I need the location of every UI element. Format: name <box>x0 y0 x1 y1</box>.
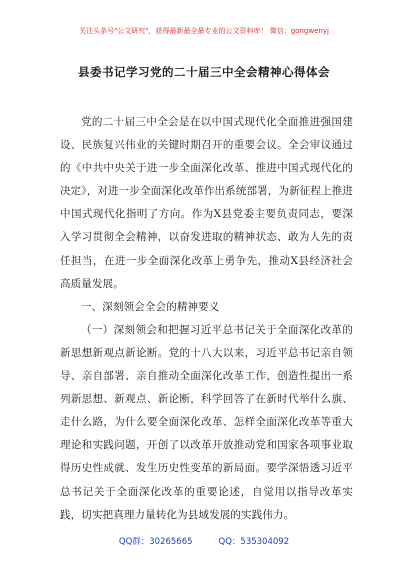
document-body <box>60 111 353 527</box>
footer-qq-group: QQ群：30265665 <box>118 537 193 547</box>
header-banner: 关注头条号"公文研究"，获得最新最全最专业的公文资料库！ 微信：gongwenyj <box>79 27 329 35</box>
footer-qq: QQ：535304092 <box>218 537 290 547</box>
paragraph-section-1-1: （一）深刻领会和把握习近平总书记关于全面深化改革的新思想新观点新论断。党的十八大以来，习近平总书记亲自领导、亲自部署、亲自推动全面深化改革工作，创造性提出一系列新思想、新观点、新论断，科学回答了在新时代举什么旗、走什么路，为什么要全面深化改革、怎样全面深化改革等重大理论和实践问题，开创了以改革开放推动党和国家各项事业取得历史性成就、发生历史性变革的新局面。要学深悟透习近平总书记关于全面深化改革的重要论述，自觉用以指导改革实践，切实把真理力量转化为县域发展的实践伟力。 <box>60 323 353 521</box>
paragraph-intro: 党的二十届三中全会是在以中国式现代化全面推进强国建设、民族复兴伟业的关键时期召开的重要会议。全会审议通过的《中共中央关于进一步全面深化改革、推进中国式现代化的决定》，对进一步全面深化改革作出系统部署，为新征程上推进中国式现代化指明了方向。作为X县党委主要负责同志，要深入学习贯彻全会精神，以奋发进取的精神状态、敢为人先的责任担当，在进一步全面深化改革上勇争先，推动X县经济社会高质量发展。 <box>60 116 353 290</box>
section-heading: 一、深刻领会全会的精神要义 <box>81 300 220 313</box>
footer-contacts <box>0 535 408 547</box>
page-title: 县委书记学习党的二十届三中全会精神心得体会 <box>78 65 330 79</box>
